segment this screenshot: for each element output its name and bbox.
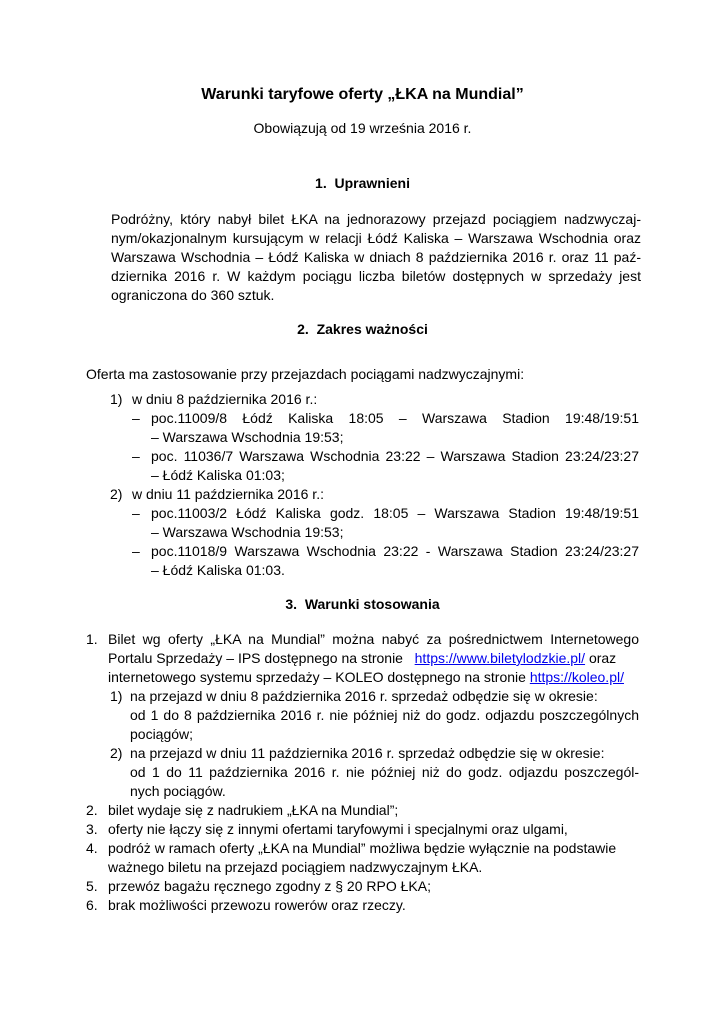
train-line: poc.11009/8 Łódź Kaliska 18:05 – Warszawa Stadion 19:48/19:51 <box>151 410 639 426</box>
dash-bullet: – <box>132 543 140 559</box>
train-line: poc.11018/9 Warszawa Wschodnia 23:22 - Warszawa Stadion 23:24/23:27 <box>151 543 639 559</box>
sub-item-line: na przejazd w dniu 8 października 2016 r. sprzedaż odbędzie się w okresie: <box>130 688 598 704</box>
section-title: Zakres ważności <box>316 321 428 337</box>
list-number: 3. <box>86 821 98 837</box>
train-line: – Warszawa Wschodnia 19:53; <box>151 524 344 540</box>
s3-item-text: bilet wydaje się z nadrukiem „ŁKA na Mundial”; <box>108 802 399 818</box>
s2-intro: Oferta ma zastosowanie przy przejazdach pociągami nadzwyczajnymi: <box>86 366 525 382</box>
s3-item-text: ważnego biletu na przejazd pociągiem nadzwyczajnym ŁKA. <box>108 859 483 875</box>
s3-item1-text: Portalu Sprzedaży – IPS dostępnego na stronie <box>108 650 403 666</box>
s3-item1-line: Bilet wg oferty „ŁKA na Mundial” można nabyć za pośrednictwem Internetowego <box>108 631 639 647</box>
s1-line: dziernika 2016 r. W każdym pociągu liczba biletów dostępnych w sprzedaży jest <box>111 268 641 284</box>
list-number: 1) <box>110 391 123 407</box>
sub-item-line: pociągów; <box>130 726 194 742</box>
s3-item-text: brak możliwości przewozu rowerów oraz rzeczy. <box>108 897 406 913</box>
s3-item-text: przewóz bagażu ręcznego zgodny z § 20 RPO ŁKA; <box>108 878 431 894</box>
section-title: Warunki stosowania <box>304 596 440 612</box>
sub-item-line: od 1 do 11 października 2016 r. nie później niż do godz. odjazdu poszczegól- <box>130 764 639 780</box>
s1-line: Warszawa Wschodnia – Łódź Kaliska w dniach 8 października 2016 r. oraz 11 paź- <box>111 249 641 265</box>
section-number: 1. <box>315 175 327 191</box>
train-line: – Łódź Kaliska 01:03; <box>151 467 285 483</box>
train-line: poc. 11036/7 Warszawa Wschodnia 23:22 – Warszawa Stadion 23:24/23:27 <box>151 448 639 464</box>
train-line: – Łódź Kaliska 01:03. <box>151 562 285 578</box>
list-number: 4. <box>86 840 98 856</box>
sub-item-line: od 1 do 8 października 2016 r. nie później niż do godz. odjazdu poszczególnych <box>130 707 639 723</box>
list-number: 2. <box>86 802 98 818</box>
list-number: 6. <box>86 897 98 913</box>
document-title: Warunki taryfowe oferty „ŁKA na Mundial” <box>201 86 524 103</box>
s3-item-text: podróż w ramach oferty „ŁKA na Mundial” możliwa będzie wyłącznie na podstawie <box>108 840 617 856</box>
day-label: w dniu 11 października 2016 r.: <box>132 486 324 502</box>
s3-item1-line <box>108 669 624 685</box>
document-subtitle: Obowiązują od 19 września 2016 r. <box>253 120 472 136</box>
sub-item-line: nych pociągów. <box>130 783 226 799</box>
koleo-link[interactable]: https://koleo.pl/ <box>529 669 624 685</box>
train-line: – Warszawa Wschodnia 19:53; <box>151 429 344 445</box>
s1-line: ograniczona do 360 sztuk. <box>111 287 275 303</box>
s3-item-text: oferty nie łączy się z innymi ofertami taryfowymi i specjalnymi oraz ulgami, <box>108 821 568 837</box>
dash-bullet: – <box>132 448 140 464</box>
section-1-heading <box>0 175 725 191</box>
biletylodzkie-link[interactable]: https://www.biletylodzkie.pl/ <box>414 650 586 666</box>
train-line: poc.11003/2 Łódź Kaliska godz. 18:05 – Warszawa Stadion 19:48/19:51 <box>151 505 639 521</box>
section-3-heading <box>0 596 725 612</box>
section-title: Uprawnieni <box>334 175 410 191</box>
s1-line: nym/okazjonalnym kursującym w relacji Łódź Kaliska – Warszawa Wschodnia oraz <box>111 230 641 246</box>
s3-item1-line <box>108 650 616 666</box>
list-number: 1. <box>86 631 98 647</box>
section-2-heading <box>0 321 725 337</box>
s3-item1-text: internetowego systemu sprzedaży – KOLEO dostępnego na stronie <box>108 669 526 685</box>
section-number: 2. <box>297 321 309 337</box>
sub-list-number: 1) <box>110 688 123 704</box>
day-label: w dniu 8 października 2016 r.: <box>132 391 318 407</box>
s1-line: Podróżny, który nabył bilet ŁKA na jednorazowy przejazd pociągiem nadzwyczaj- <box>111 211 641 227</box>
sub-item-line: na przejazd w dniu 11 października 2016 r. sprzedaż odbędzie się w okresie: <box>130 745 605 761</box>
s3-item1-text: oraz <box>588 650 617 666</box>
list-number: 5. <box>86 878 98 894</box>
section-number: 3. <box>285 596 298 612</box>
dash-bullet: – <box>132 505 140 521</box>
list-number: 2) <box>110 486 123 502</box>
sub-list-number: 2) <box>110 745 123 761</box>
dash-bullet: – <box>132 410 140 426</box>
